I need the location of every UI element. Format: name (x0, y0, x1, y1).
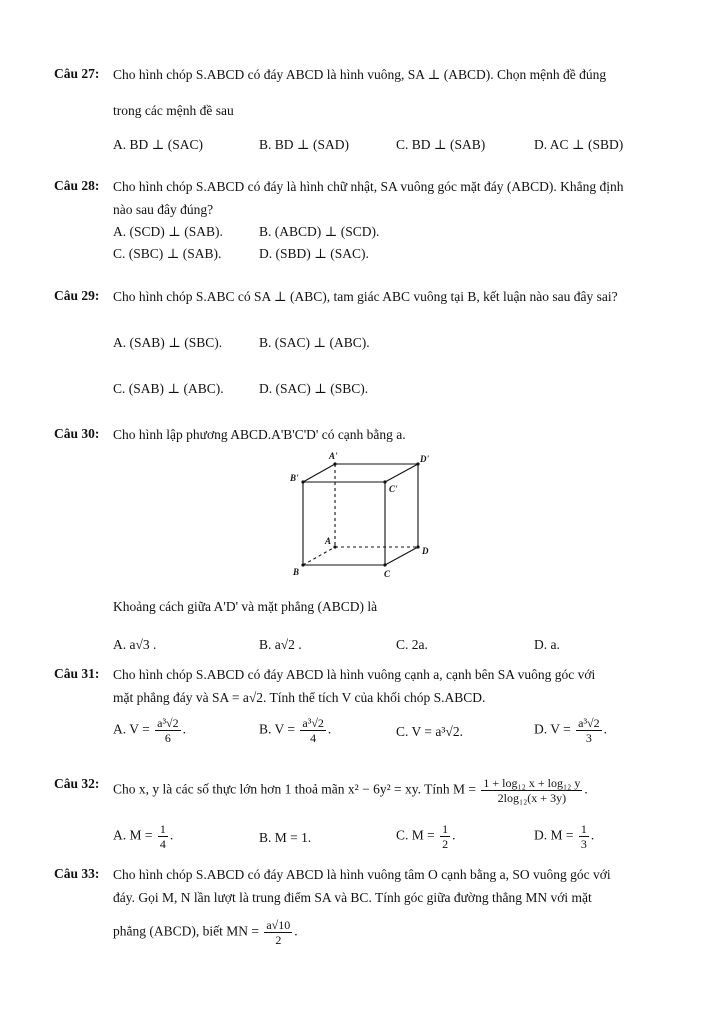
label-b: B (293, 567, 300, 577)
fraction: $\frac{1}{2}$ (442, 822, 449, 851)
question-text: Khoảng cách giữa A'D' và mặt phẳng (ABCD) là (113, 599, 378, 614)
option-b[interactable]: B. M = 1. (259, 830, 312, 845)
option-c[interactable]: C. V = a³√2. (396, 724, 463, 739)
option-c[interactable]: C. 2a. (396, 637, 428, 652)
fraction: $\frac{\text{a³√2}}{6}$ (157, 716, 179, 745)
question-label: Câu 27: (54, 66, 100, 81)
edge-bp-ap (303, 464, 335, 482)
label-d-prime: D' (420, 454, 429, 464)
option-b[interactable]: B. (SAC) ⊥ (ABC). (259, 335, 370, 350)
question-label: Câu 33: (54, 866, 100, 881)
label-c: C (384, 569, 391, 579)
label-d: D (422, 546, 429, 556)
label-a-prime: A' (329, 451, 338, 461)
question-text: Cho x, y là các số thực lớn hơn 1 thoả mãn x² − 6y² = xy. Tính M = $\frac{\text{1 + log₁₂ x + log₁₂ y}}{\text{2log₁₂(x + 3y)}}$ . (113, 776, 588, 805)
fraction-m: $\frac{\text{1 + log₁₂ x + log₁₂ y}}{\text{2log₁₂(x + 3y)}}$ (483, 776, 581, 805)
question-label: Câu 31: (54, 666, 100, 681)
option-b[interactable]: B. BD ⊥ (SAD) (259, 137, 349, 152)
fraction: $\frac{\text{a³√2}}{3}$ (578, 716, 600, 745)
label-b-prime: B' (290, 473, 299, 483)
question-text: Cho hình chóp S.ABCD có đáy là hình chữ nhật, SA vuông góc mặt đáy (ABCD). Khẳng định (113, 179, 624, 194)
option-d[interactable]: D. AC ⊥ (SBD) (534, 137, 624, 152)
option-a[interactable]: A. (SAB) ⊥ (SBC). (113, 335, 223, 350)
option-a[interactable]: A. BD ⊥ (SAC) (113, 137, 203, 152)
option-b[interactable]: B. a√2 . (259, 637, 302, 652)
question-text: phẳng (ABCD), biết MN = $\frac{a√10}{2}$ . (113, 918, 298, 947)
fraction: $\frac{\text{a³√2}}{4}$ (302, 716, 324, 745)
question-label: Câu 30: (54, 426, 100, 441)
option-d[interactable]: D. (SAC) ⊥ (SBC). (259, 381, 369, 396)
question-label: Câu 28: (54, 178, 100, 193)
question-text: Cho hình chóp S.ABC có SA ⊥ (ABC), tam giác ABC vuông tại B, kết luận nào sau đây sai? (113, 289, 618, 304)
option-d[interactable]: D. V = $\frac{\text{a³√2}}{3}$ . (534, 716, 608, 745)
fraction: $\frac{1}{3}$ (580, 822, 587, 851)
option-a[interactable]: A. V = $\frac{\text{a³√2}}{6}$ . (113, 716, 187, 745)
option-b[interactable]: B. V = $\frac{\text{a³√2}}{4}$ . (259, 716, 332, 745)
option-c[interactable]: C. M = $\frac{1}{2}$ . (396, 822, 456, 851)
option-a[interactable]: A. a√3 . (113, 637, 157, 652)
option-c[interactable]: C. (SBC) ⊥ (SAB). (113, 246, 222, 261)
question-text: Cho hình chóp S.ABCD có đáy ABCD là hình vuông cạnh a, cạnh bên SA vuông góc với (113, 667, 596, 682)
question-text: trong các mệnh đề sau (113, 103, 234, 118)
question-text: mặt phẳng đáy và SA = a√2. Tính thể tích V của khối chóp S.ABCD. (113, 690, 486, 705)
question-label: Câu 29: (54, 288, 100, 303)
question-text: Cho hình chóp S.ABCD có đáy ABCD là hình vuông, SA ⊥ (ABCD). Chọn mệnh đề đúng (113, 67, 607, 82)
question-text: Cho hình lập phương ABCD.A'B'C'D' có cạnh bằng a. (113, 427, 406, 442)
option-b[interactable]: B. (ABCD) ⊥ (SCD). (259, 224, 380, 239)
edge-cp-dp (385, 464, 418, 482)
option-c[interactable]: C. (SAB) ⊥ (ABC). (113, 381, 224, 396)
question-text: Cho hình chóp S.ABCD có đáy ABCD là hình vuông tâm O cạnh bằng a, SO vuông góc với (113, 867, 611, 882)
cube-figure (285, 450, 435, 580)
fraction-mn: $\frac{a√10}{2}$ (266, 918, 291, 947)
option-d[interactable]: D. a. (534, 637, 560, 652)
option-c[interactable]: C. BD ⊥ (SAB) (396, 137, 486, 152)
label-a: A (325, 536, 332, 546)
question-text: đáy. Gọi M, N lần lượt là trung điểm SA và BC. Tính góc giữa đường thẳng MN với mặt (113, 890, 592, 905)
option-d[interactable]: D. (SBD) ⊥ (SAC). (259, 246, 369, 261)
question-label: Câu 32: (54, 776, 100, 791)
option-d[interactable]: D. M = $\frac{1}{3}$ . (534, 822, 595, 851)
question-text: nào sau đây đúng? (113, 202, 214, 217)
option-a[interactable]: A. M = $\frac{1}{4}$ . (113, 822, 174, 851)
label-c-prime: C' (389, 484, 398, 494)
option-a[interactable]: A. (SCD) ⊥ (SAB). (113, 224, 223, 239)
fraction: $\frac{1}{4}$ (159, 822, 166, 851)
edge-b-a (303, 547, 335, 565)
edge-c-d (385, 547, 418, 565)
